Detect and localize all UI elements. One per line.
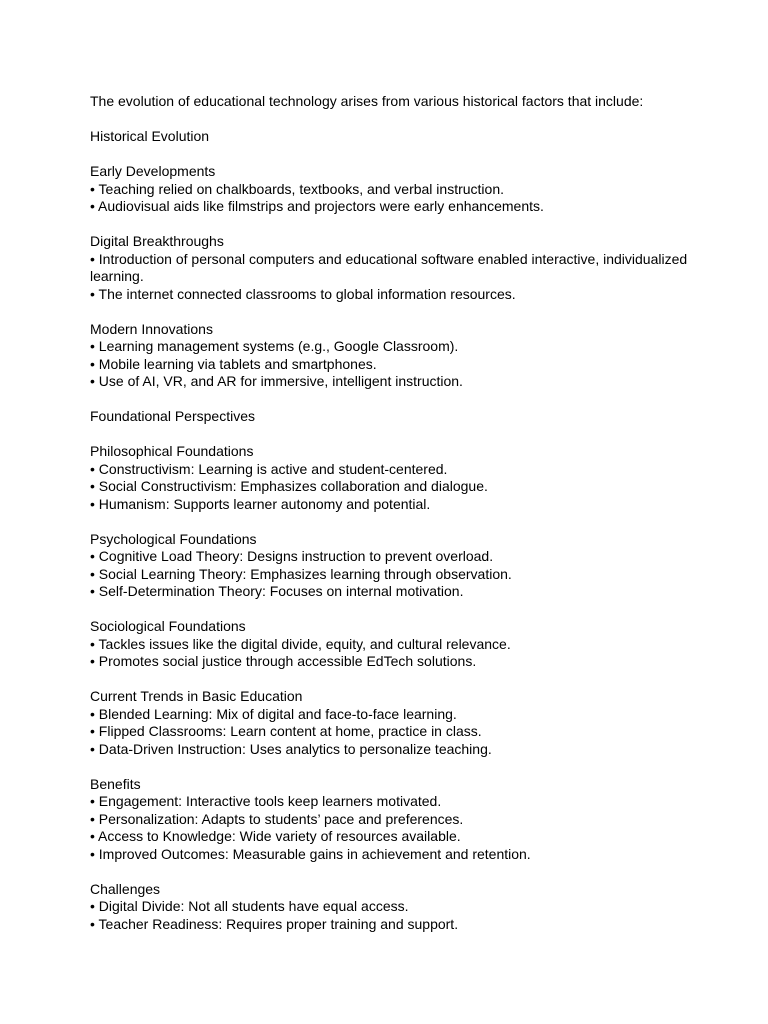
list-item: • Personalization: Adapts to students’ pace and preferences. (90, 810, 464, 827)
spacer (90, 426, 730, 444)
section-benefits (90, 776, 730, 864)
list-item: • Promotes social justice through accessible EdTech solutions. (90, 653, 477, 669)
spacer (90, 391, 730, 409)
section-title: Early Developments (90, 163, 216, 179)
list-item: • Tackles issues like the digital divide, equity, and cultural relevance. (90, 635, 511, 652)
list-item: • Teaching relied on chalkboards, textbooks, and verbal instruction. (90, 180, 504, 197)
list-item: • Learning management systems (e.g., Google Classroom). (90, 338, 459, 354)
list-item: • Humanism: Supports learner autonomy and potential. (90, 495, 431, 512)
section-title: Challenges (90, 880, 161, 897)
spacer (90, 111, 730, 129)
section-title: Benefits (90, 775, 141, 792)
spacer (90, 863, 730, 881)
section-title: Modern Innovations (90, 320, 213, 337)
spacer (90, 216, 730, 234)
section-title: Current Trends in Basic Education (90, 688, 303, 704)
section-title: Psychological Foundations (90, 530, 257, 547)
spacer (90, 671, 730, 689)
list-item: • Constructivism: Learning is active and student-centered. (90, 460, 448, 477)
list-item: • Social Constructivism: Emphasizes collaboration and dialogue. (90, 478, 488, 494)
spacer (90, 513, 730, 531)
list-item: • Flipped Classrooms: Learn content at home, practice in class. (90, 723, 482, 739)
list-item: • Audiovisual aids like filmstrips and projectors were early enhancements. (90, 198, 544, 214)
part-heading-historical-evolution: Historical Evolution (90, 128, 210, 144)
list-item: • Engagement: Interactive tools keep learners motivated. (90, 793, 442, 809)
spacer (90, 303, 730, 321)
list-item: • Data-Driven Instruction: Uses analytics to personalize teaching. (90, 740, 492, 757)
spacer (90, 601, 730, 619)
intro-paragraph: The evolution of educational technology arises from various historical factors that include: (90, 93, 644, 109)
list-item: • Introduction of personal computers and educational software enabled interactive, individualized learning. (90, 250, 688, 284)
section-modern-innovations (90, 321, 730, 391)
list-item: • Social Learning Theory: Emphasizes learning through observation. (90, 565, 512, 582)
section-philosophical-foundations (90, 443, 730, 513)
list-item: • Teacher Readiness: Requires proper training and support. (90, 915, 459, 932)
section-current-trends (90, 688, 730, 758)
section-digital-breakthroughs (90, 233, 730, 303)
list-item: • Mobile learning via tablets and smartphones. (90, 355, 377, 372)
section-sociological-foundations (90, 618, 730, 671)
section-title: Sociological Foundations (90, 618, 246, 634)
list-item: • Digital Divide: Not all students have equal access. (90, 898, 409, 914)
list-item: • Use of AI, VR, and AR for immersive, intelligent instruction. (90, 373, 463, 389)
list-item: • Improved Outcomes: Measurable gains in achievement and retention. (90, 845, 531, 862)
section-title: Philosophical Foundations (90, 443, 254, 459)
section-title: Digital Breakthroughs (90, 233, 224, 249)
list-item: • The internet connected classrooms to global information resources. (90, 285, 516, 302)
spacer (90, 146, 730, 164)
section-early-developments (90, 163, 730, 216)
list-item: • Access to Knowledge: Wide variety of resources available. (90, 828, 461, 844)
section-challenges (90, 881, 730, 934)
list-item: • Self-Determination Theory: Focuses on internal motivation. (90, 583, 464, 599)
part-heading-foundational-perspectives: Foundational Perspectives (90, 408, 255, 424)
list-item: • Cognitive Load Theory: Designs instruction to prevent overload. (90, 548, 494, 564)
document-page (90, 93, 730, 933)
spacer (90, 758, 730, 776)
section-psychological-foundations (90, 531, 730, 601)
list-item: • Blended Learning: Mix of digital and face-to-face learning. (90, 705, 457, 722)
